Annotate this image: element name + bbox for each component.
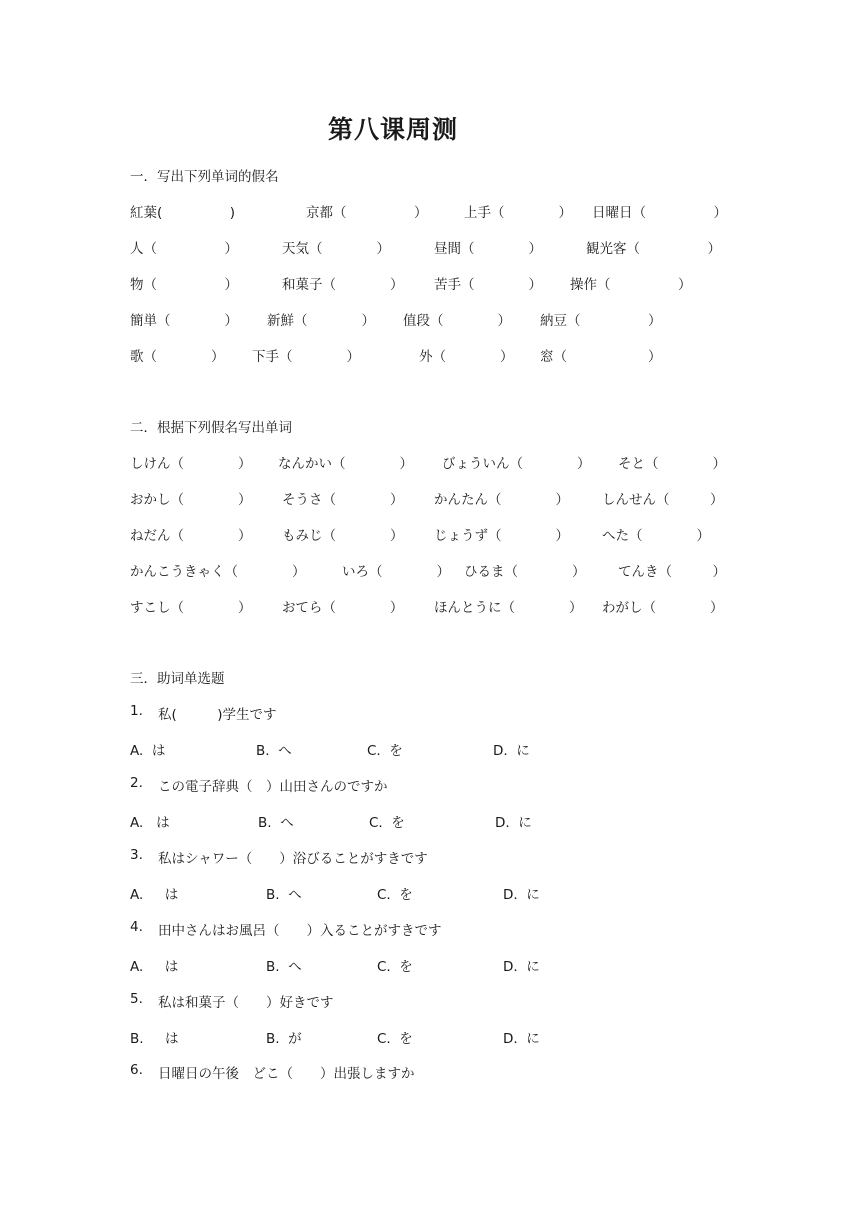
vocab-item: 下手（ ） (252, 349, 360, 365)
option: D. に (503, 887, 540, 903)
vocab-item: 外（ ） (419, 349, 514, 365)
question-number: 2. (130, 775, 143, 791)
question-text: この電子辞典（ ）山田さんのですか (158, 779, 388, 795)
section3-heading: 三．助词单选题 (130, 671, 225, 687)
option: A. は (130, 959, 179, 975)
kana-item: わがし（ ） (602, 600, 724, 616)
vocab-item: 昼間（ ） (434, 241, 542, 257)
kana-item: びょういん（ ） (442, 456, 591, 472)
question-number: 1. (130, 703, 143, 719)
kana-item: かんたん（ ） (434, 492, 569, 508)
vocab-item: 日曜日（ ） (592, 205, 727, 221)
kana-item: そうさ（ ） (282, 492, 404, 508)
vocab-item: 物（ ） (130, 277, 238, 293)
question-number: 3. (130, 847, 143, 863)
option: A. は (130, 743, 166, 759)
option: D. に (493, 743, 530, 759)
vocab-item: 紅葉( ) (130, 205, 236, 221)
question-number: 4. (130, 919, 143, 935)
vocab-item: 簡単（ ） (130, 313, 238, 329)
question-text: 私は和菓子（ ）好きです (158, 995, 334, 1011)
question-text: 私はシャワー（ ）浴びることがすきです (158, 851, 428, 867)
vocab-item: 和菓子（ ） (282, 277, 404, 293)
question-text: 田中さんはお風呂（ ）入ることがすきです (158, 923, 442, 939)
option: A. は (130, 887, 179, 903)
question-text: 私( )学生です (158, 707, 277, 723)
kana-item: へた（ ） (602, 528, 710, 544)
option: B. が (266, 1031, 302, 1047)
option: B. へ (256, 743, 292, 759)
kana-item: じょうず（ ） (434, 528, 569, 544)
vocab-item: 窓（ ） (540, 349, 662, 365)
kana-item: ひるま（ ） (464, 564, 586, 580)
vocab-item: 京都（ ） (306, 205, 428, 221)
option: D. に (503, 959, 540, 975)
kana-item: すこし（ ） (130, 600, 252, 616)
option: C. を (377, 887, 413, 903)
kana-item: ねだん（ ） (130, 528, 252, 544)
option: B. へ (258, 815, 294, 831)
vocab-item: 歌（ ） (130, 349, 225, 365)
option: B. は (130, 1031, 179, 1047)
question-number: 6. (130, 1062, 143, 1078)
option: C. を (377, 959, 413, 975)
option: A. は (130, 815, 170, 831)
vocab-item: 上手（ ） (464, 205, 572, 221)
vocab-item: 苦手（ ） (434, 277, 542, 293)
kana-item: なんかい（ ） (278, 456, 413, 472)
option: C. を (369, 815, 405, 831)
kana-item: いろ（ ） (342, 564, 450, 580)
vocab-item: 值段（ ） (403, 313, 511, 329)
option: C. を (377, 1031, 413, 1047)
option: D. に (503, 1031, 540, 1047)
kana-item: しけん（ ） (130, 456, 252, 472)
kana-item: ほんとうに（ ） (434, 600, 583, 616)
option: C. を (367, 743, 403, 759)
section1-heading: 一．写出下列单词的假名 (130, 169, 279, 185)
vocab-item: 人（ ） (130, 241, 238, 257)
kana-item: おてら（ ） (282, 600, 404, 616)
page-title: 第八课周测 (327, 115, 458, 144)
section2-heading: 二．根据下列假名写出单词 (130, 420, 292, 436)
vocab-item: 新鮮（ ） (267, 313, 375, 329)
option: B. へ (266, 887, 302, 903)
kana-item: もみじ（ ） (282, 528, 404, 544)
question-number: 5. (130, 991, 143, 1007)
option: B. へ (266, 959, 302, 975)
kana-item: しんせん（ ） (602, 492, 724, 508)
vocab-item: 天気（ ） (282, 241, 390, 257)
option: D. に (495, 815, 532, 831)
vocab-item: 観光客（ ） (586, 241, 721, 257)
kana-item: そと（ ） (618, 456, 726, 472)
vocab-item: 納豆（ ） (540, 313, 662, 329)
question-text: 日曜日の午後 どこ（ ）出張しますか (158, 1066, 415, 1082)
kana-item: てんき（ ） (618, 564, 726, 580)
vocab-item: 操作（ ） (570, 277, 692, 293)
kana-item: かんこうきゃく（ ） (130, 564, 306, 580)
kana-item: おかし（ ） (130, 492, 252, 508)
